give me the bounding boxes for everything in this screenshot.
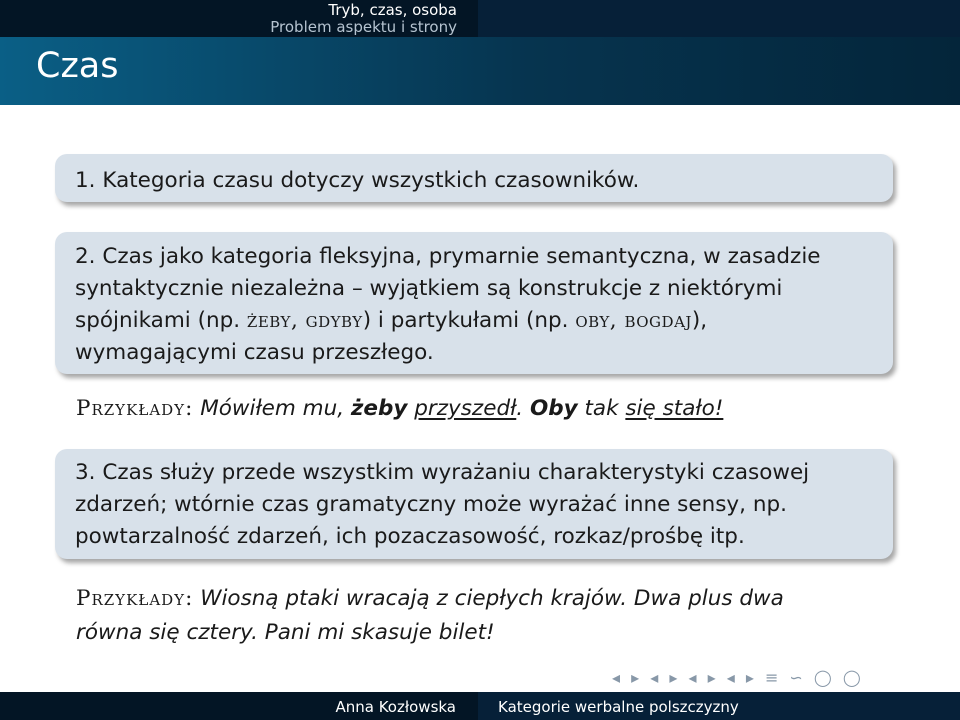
- example-2-line-2: równa się cztery. Pani mi skasuje bilet!: [76, 620, 495, 645]
- frame-title-bar: [0, 37, 960, 105]
- example-text: Mówiłem mu,: [200, 396, 351, 421]
- block-point-2-line-4: wymagającymi czasu przeszłego.: [75, 340, 434, 365]
- text-fragment: spójnikami (np.: [75, 308, 247, 333]
- block-point-1-text: 1. Kategoria czasu dotyczy wszystkich czasowników.: [75, 168, 640, 193]
- block-point-3-line-1: 3. Czas służy przede wszystkim wyrażaniu charakterystyki czasowej: [75, 460, 810, 485]
- block-point-1: [55, 154, 893, 202]
- example-underlined-word: przyszedł: [414, 396, 517, 421]
- block-point-2-line-1: 2. Czas jako kategoria fleksyjna, prymarnie semantyczna, w zasadzie: [75, 244, 821, 269]
- nav-subsection-title[interactable]: Problem aspektu i strony: [270, 18, 457, 36]
- example-bold-word: Oby: [529, 396, 578, 421]
- example-text: tak: [577, 396, 626, 421]
- block-point-3-line-3: powtarzalność zdarzeń, ich pozaczasowość, rozkaz/prośbę itp.: [75, 524, 745, 549]
- example-2: [76, 582, 876, 650]
- block-point-3-line-2: zdarzeń; wtórnie czas gramatyczny może wyrażać inne sensy, np.: [75, 492, 787, 517]
- footer-author: Anna Kozłowska: [0, 692, 478, 720]
- block-point-2-line-3: [75, 305, 879, 337]
- example-label: Przykłady:: [76, 586, 194, 611]
- footer-talk-title: Kategorie werbalne polszczyzny: [478, 692, 960, 720]
- example-text: Wiosną ptaki wracają z ciepłych krajów. Dwa plus dwa: [200, 586, 784, 611]
- example-1: [76, 392, 723, 426]
- text-fragment: ),: [691, 308, 708, 333]
- example-text: .: [516, 396, 530, 421]
- frame-title: Czas: [36, 46, 119, 86]
- nav-section-title[interactable]: Tryb, czas, osoba: [328, 1, 457, 19]
- beamer-navigation-icons[interactable]: ◂ ▸ ◂ ▸ ◂ ▸ ◂ ▸ ≡ ∽ ◯ ◯: [612, 668, 864, 687]
- block-point-3: [55, 449, 893, 559]
- example-2-line-1: [76, 582, 876, 616]
- footer-bar: [0, 692, 960, 720]
- example-bold-word: żeby: [350, 396, 408, 421]
- header-right: [478, 0, 960, 37]
- particles-smallcaps: oby, bogdaj: [575, 308, 692, 333]
- example-underlined-word: się stało!: [625, 396, 724, 421]
- example-label: Przykłady:: [76, 396, 194, 421]
- block-point-2-line-2: syntaktycznie niezależna – wyjątkiem są konstrukcje z niektórymi: [75, 276, 783, 301]
- block-point-2: [55, 232, 893, 374]
- text-fragment: ) i partykułami (np.: [362, 308, 576, 333]
- conjunctions-smallcaps: żeby, gdyby: [246, 308, 363, 333]
